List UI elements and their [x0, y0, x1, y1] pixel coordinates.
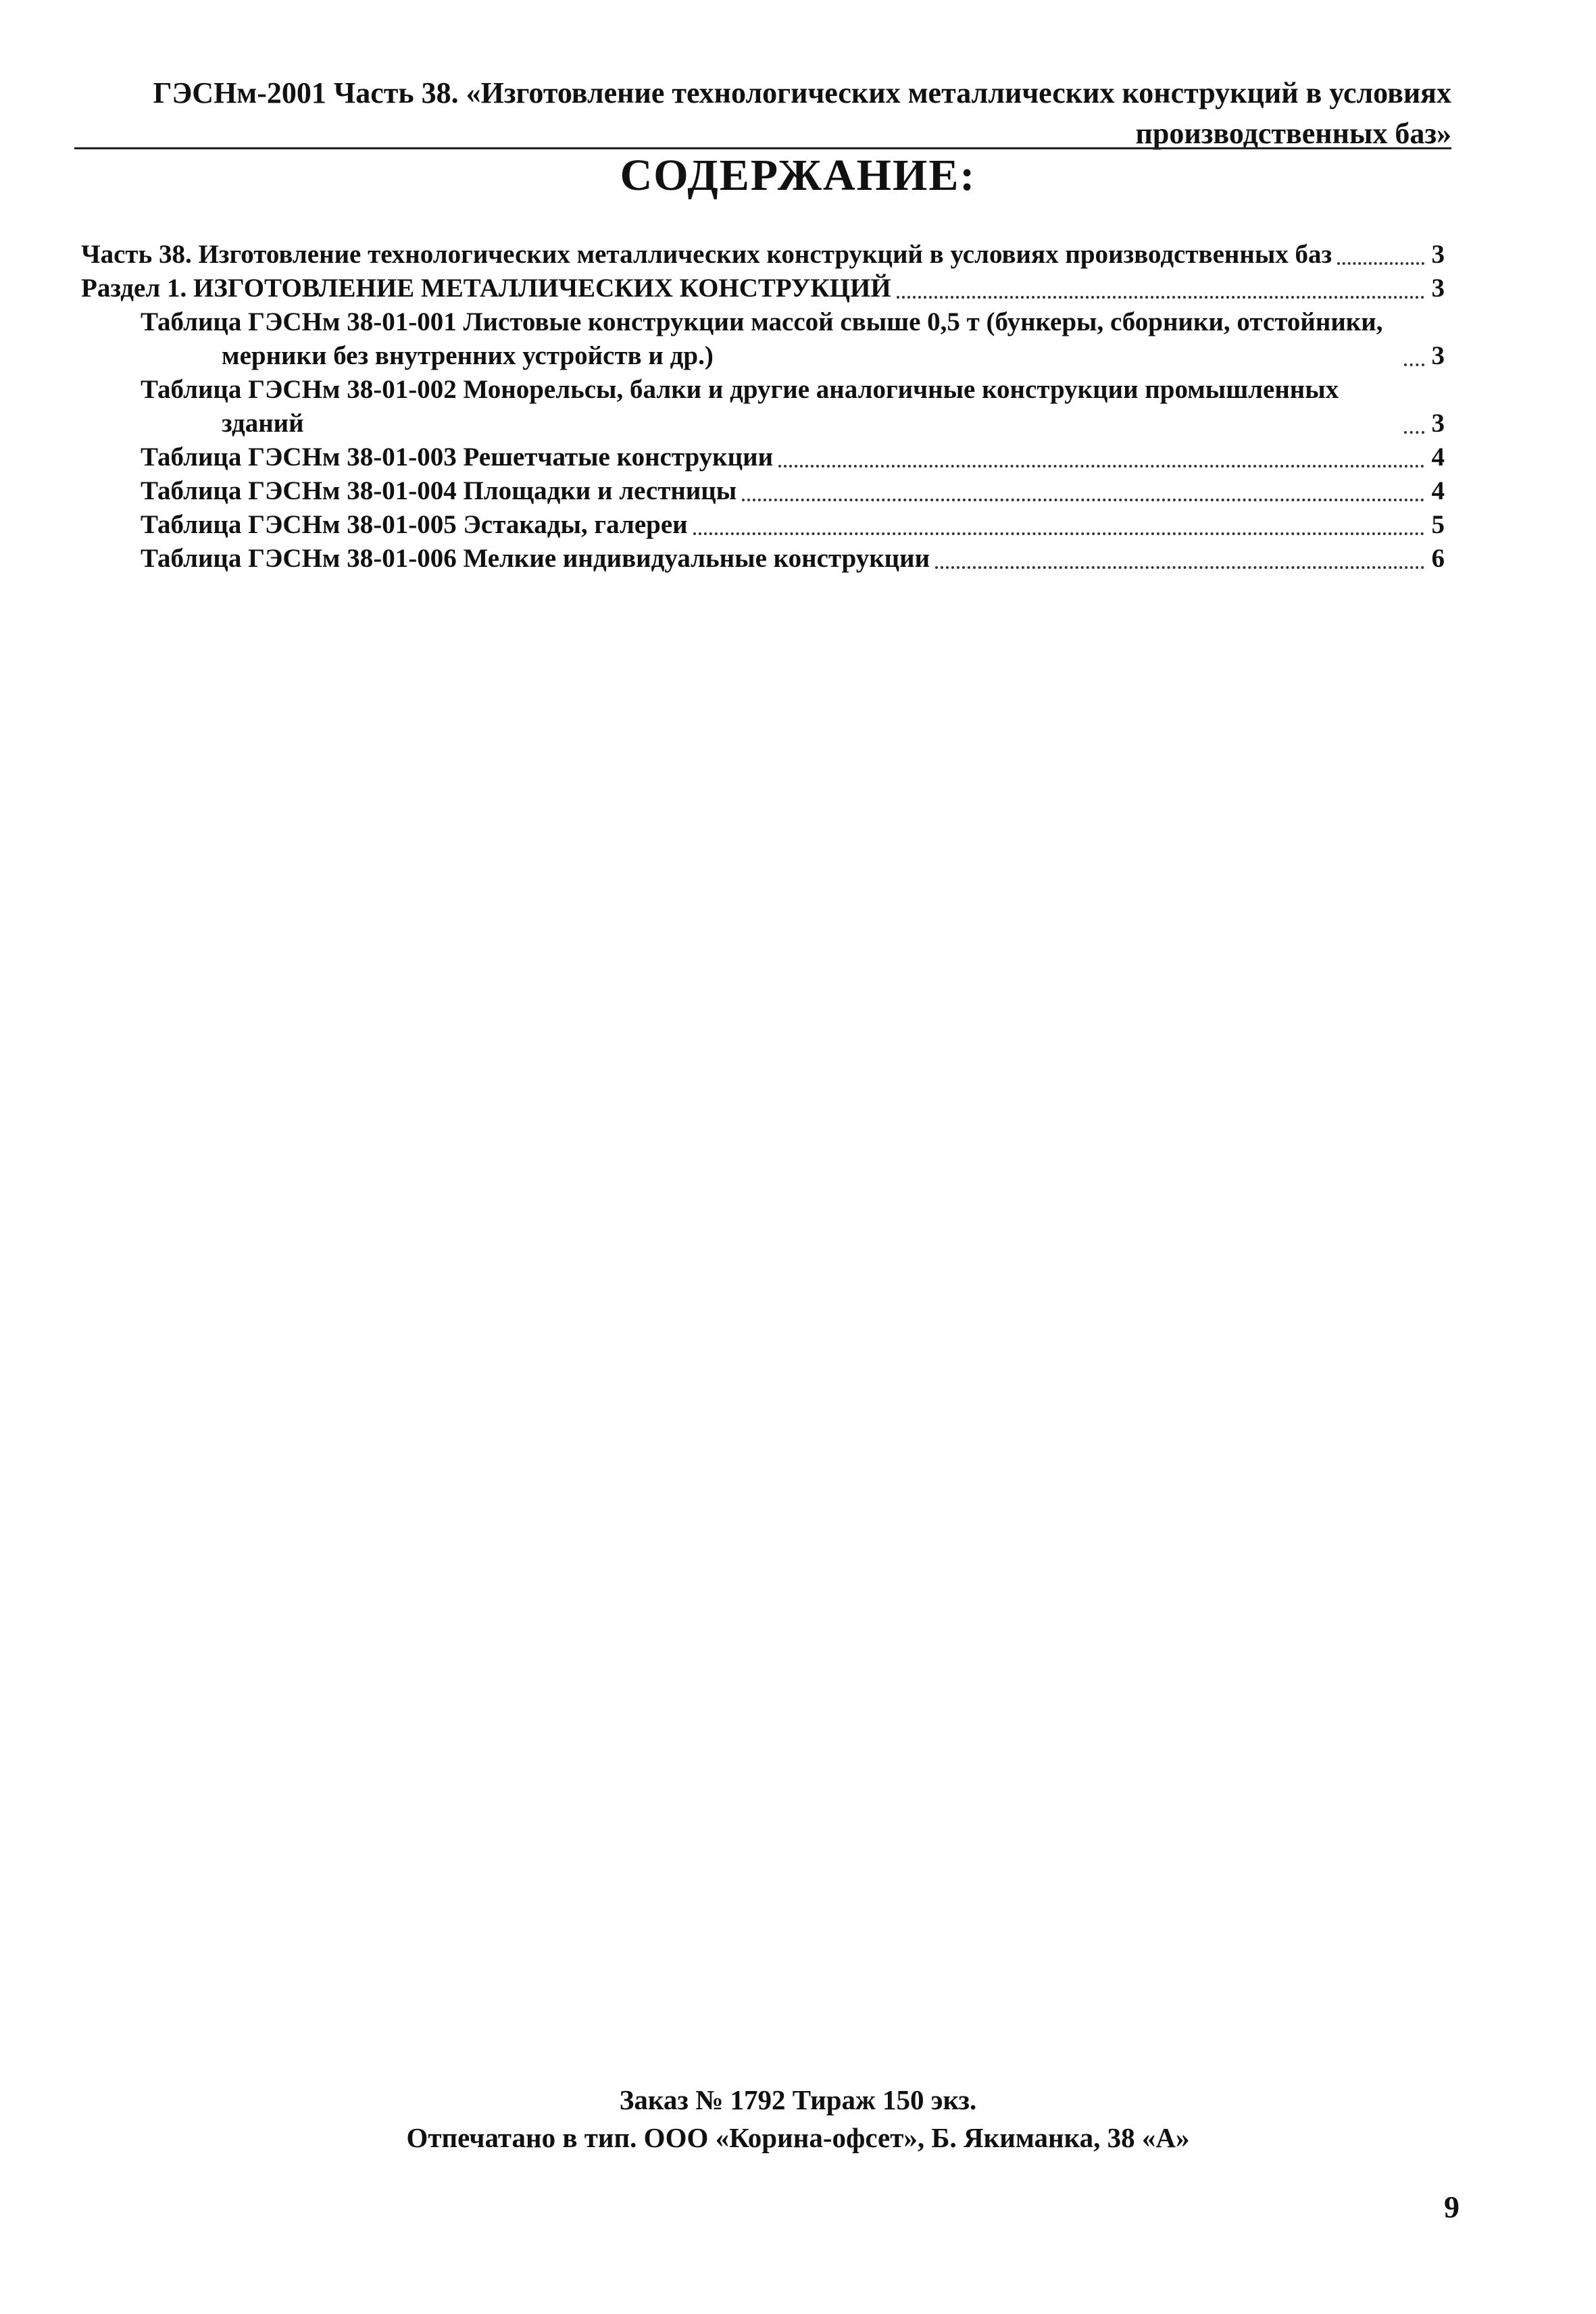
toc-entry[interactable] — [81, 542, 1445, 576]
toc-entry-text: Часть 38. Изготовление технологических металлических конструкций в условиях производственных баз — [81, 240, 1332, 269]
toc-entry-text: Таблица ГЭСНм 38-01-001 Листовые конструкции массой свыше 0,5 т (бункеры, сборники, отстойники, мерники без внутренних устройств и др.) — [141, 307, 1383, 370]
dot-leader — [742, 499, 1424, 501]
toc-entry[interactable] — [81, 373, 1445, 441]
dot-leader — [693, 532, 1424, 535]
toc-entry-page: 4 — [1431, 443, 1445, 472]
toc-entry[interactable] — [81, 474, 1445, 508]
toc-entry[interactable] — [81, 305, 1445, 373]
toc-entry-text: Таблица ГЭСНм 38-01-003 Решетчатые конструкции — [141, 443, 774, 472]
toc-title: СОДЕРЖАНИЕ: — [620, 151, 976, 200]
toc-entry[interactable] — [81, 238, 1445, 272]
toc-entry-text: Раздел 1. ИЗГОТОВЛЕНИЕ МЕТАЛЛИЧЕСКИХ КОНСТРУКЦИЙ — [81, 274, 891, 303]
toc-entry-page: 3 — [1431, 341, 1445, 370]
running-header: ГЭСНм-2001 Часть 38. «Изготовление технологических металлических конструкций в условиях производственных баз» — [153, 76, 1451, 150]
toc-entry[interactable] — [81, 441, 1445, 474]
page-number: 9 — [1444, 2190, 1460, 2224]
dot-leader — [1337, 262, 1424, 265]
toc-entry-page: 5 — [1431, 510, 1445, 539]
toc-entry-text: Таблица ГЭСНм 38-01-004 Площадки и лестницы — [141, 476, 737, 505]
dot-leader — [778, 465, 1424, 468]
toc-entry-page: 3 — [1431, 240, 1445, 269]
order-line: Заказ № 1792 Тираж 150 экз. — [619, 2084, 977, 2115]
toc-entry[interactable] — [81, 272, 1445, 305]
toc-entry-text: Таблица ГЭСНм 38-01-002 Монорельсы, балки и другие аналогичные конструкции промышленных зданий — [141, 375, 1339, 438]
toc-entry-page: 3 — [1431, 409, 1445, 438]
toc-entry-text: Таблица ГЭСНм 38-01-006 Мелкие индивидуальные конструкции — [141, 544, 930, 573]
toc-entry-text: Таблица ГЭСНм 38-01-005 Эстакады, галереи — [141, 510, 688, 539]
imprint — [0, 2081, 1596, 2157]
dot-leader — [935, 566, 1424, 569]
printer-line: Отпечатано в тип. ООО «Корина-офсет», Б. Якиманка, 38 «А» — [406, 2122, 1190, 2153]
table-of-contents — [81, 238, 1445, 576]
toc-entry-page: 6 — [1431, 544, 1445, 573]
toc-entry-page: 3 — [1431, 274, 1445, 303]
dot-leader — [897, 296, 1424, 299]
dot-leader — [1404, 431, 1424, 434]
toc-entry-page: 4 — [1431, 476, 1445, 505]
dot-leader — [1404, 363, 1424, 366]
toc-entry[interactable] — [81, 508, 1445, 542]
